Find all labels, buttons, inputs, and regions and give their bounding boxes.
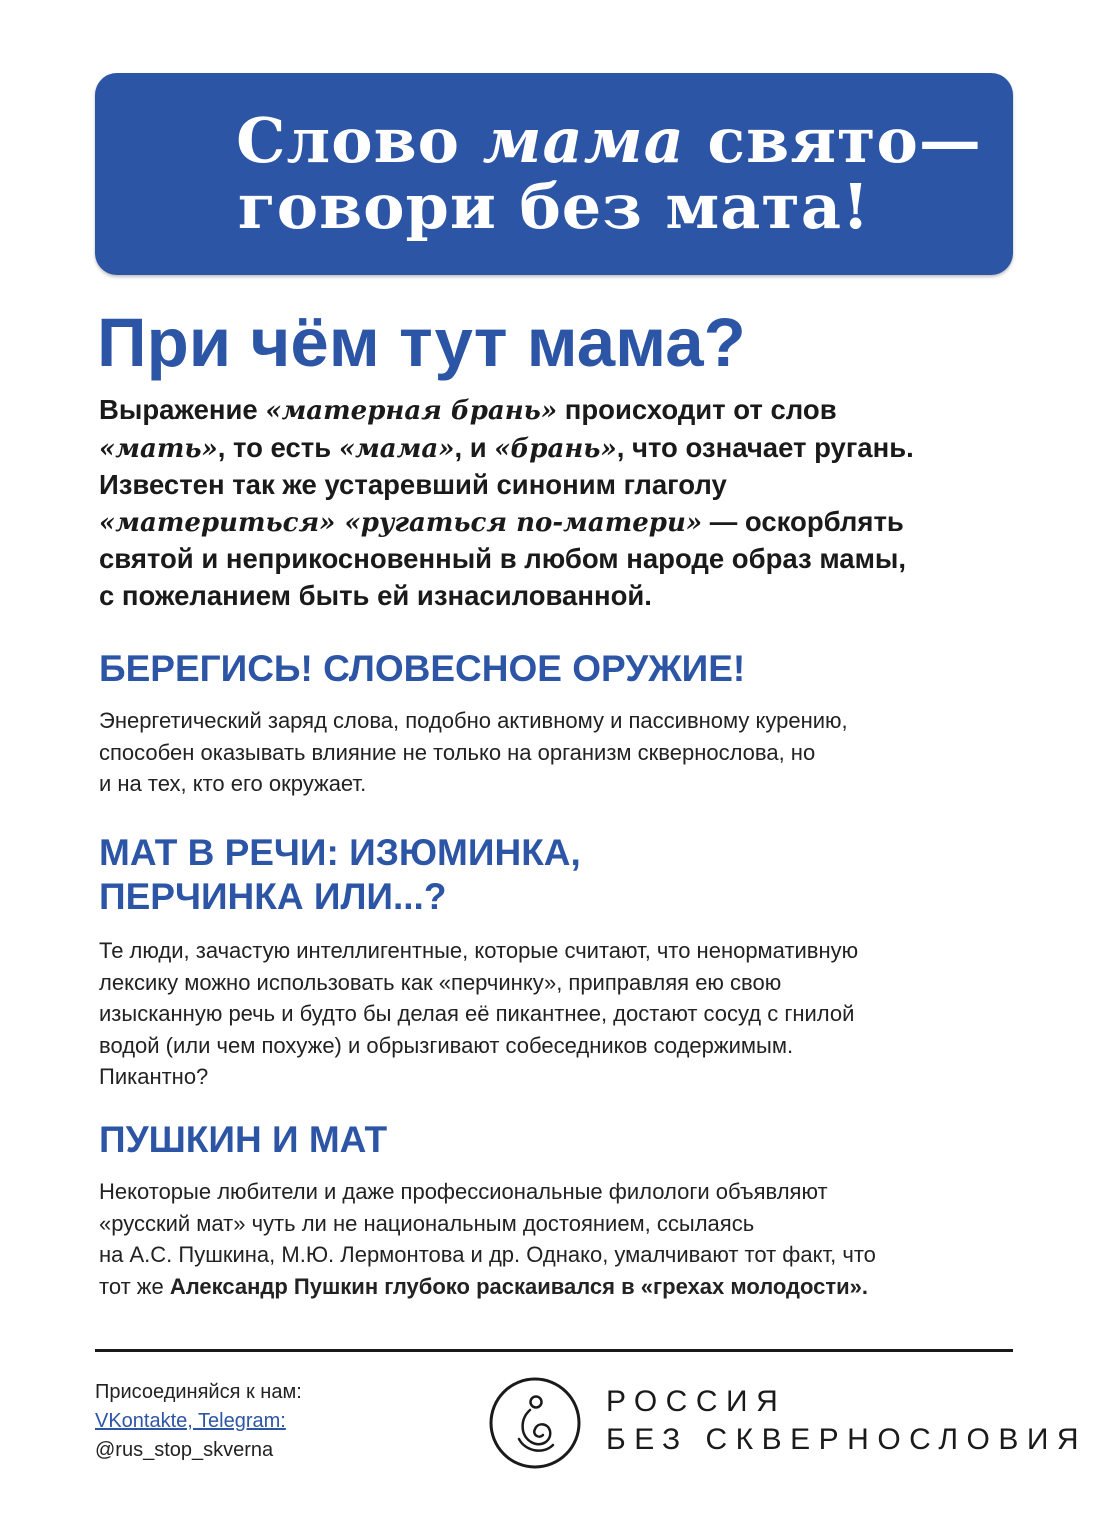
section-paragraph-weapon — [99, 705, 1029, 800]
intro-text: происходит от слов — [557, 394, 837, 425]
intro-text: Выражение — [99, 394, 266, 425]
paragraph-line: изысканную речь и будто бы делая её пикантнее, достают сосуд с гнилой — [99, 1001, 855, 1027]
paragraph-line — [99, 1271, 1029, 1303]
social-handle: @rus_stop_skverna — [95, 1439, 274, 1461]
intro-paragraph — [99, 392, 1029, 614]
paragraph-line: и на тех, кто его окружает. — [99, 771, 367, 797]
intro-quote: «мать» — [99, 433, 218, 464]
intro-quote: «матерная брань» — [265, 396, 558, 426]
paragraph-line: «русский мат» чуть ли не национальным достоянием, ссылаясь — [99, 1210, 755, 1236]
intro-text: , то есть — [217, 431, 339, 463]
intro-line — [99, 430, 1029, 468]
footer-join-block — [95, 1378, 302, 1465]
banner-italic-word: мама — [482, 104, 685, 177]
intro-line: с пожеланием быть ей изнасилованной. — [99, 579, 652, 611]
banner-line-1 — [236, 104, 982, 177]
paragraph-text: тот же — [99, 1273, 170, 1299]
banner-line-2: говори без мата! — [237, 170, 871, 243]
paragraph-line: Некоторые любители и даже профессиональные филологи объявляют — [99, 1179, 828, 1204]
paragraph-line: Пикантно? — [99, 1064, 209, 1090]
intro-line: святой и неприкосновенный в любом народе образ мамы, — [99, 543, 907, 574]
section-heading-pushkin: ПУШКИН И МАТ — [99, 1119, 388, 1160]
paragraph-line: Энергетический заряд слова, подобно активному и пассивному курению, — [99, 708, 848, 733]
footer-divider — [95, 1349, 1013, 1352]
social-links[interactable]: VKontakte, Telegram: — [95, 1410, 286, 1432]
brand-line-1: РОССИЯ — [606, 1385, 787, 1418]
section-paragraph-pushkin — [99, 1176, 1029, 1302]
paragraph-line: на А.С. Пушкина, М.Ю. Лермонтова и др. Однако, умалчивают тот факт, что — [99, 1242, 876, 1268]
banner-text: свято— — [684, 104, 982, 177]
section-paragraph-spice — [99, 935, 1029, 1093]
join-label: Присоединяйся к нам: — [95, 1381, 302, 1403]
heading-line: ПЕРЧИНКА ИЛИ...? — [99, 876, 447, 917]
heading-line: МАТ В РЕЧИ: ИЗЮМИНКА, — [99, 832, 581, 873]
intro-line: Известен так же устаревший синоним глаголу — [99, 469, 727, 500]
intro-line — [99, 504, 1029, 542]
intro-text: , что означает ругань. — [616, 431, 914, 463]
title-banner — [95, 73, 1013, 275]
intro-quote: «материться» «ругаться по-матери» — [99, 507, 703, 538]
intro-text: , и — [454, 431, 495, 463]
brand-wordmark — [606, 1383, 1087, 1459]
paragraph-line: водой (или чем похуже) и обрызгивают собеседников содержимым. — [99, 1032, 794, 1058]
paragraph-bold-text: Александр Пушкин глубоко раскаивался в «грехах молодости». — [169, 1273, 869, 1299]
banner-text: Слово — [236, 104, 483, 177]
main-heading: При чём тут мама? — [97, 304, 746, 381]
mother-child-logo-icon — [489, 1377, 581, 1469]
intro-quote: «мама» — [338, 433, 455, 464]
paragraph-line: способен оказывать влияние не только на организм сквернослова, но — [99, 739, 816, 765]
intro-text: — оскорблять — [702, 505, 904, 537]
section-heading-spice — [99, 831, 581, 919]
paragraph-line: Те люди, зачастую интеллигентные, которые считают, что ненормативную — [99, 938, 859, 963]
intro-line — [99, 392, 1029, 430]
section-heading-weapon: БЕРЕГИСЬ! СЛОВЕСНОЕ ОРУЖИЕ! — [99, 648, 746, 689]
paragraph-line: лексику можно использовать как «перчинку», приправляя ею свою — [99, 969, 782, 995]
brand-line-2: БЕЗ СКВЕРНОСЛОВИЯ — [606, 1423, 1088, 1456]
intro-quote: «брань» — [494, 433, 617, 464]
